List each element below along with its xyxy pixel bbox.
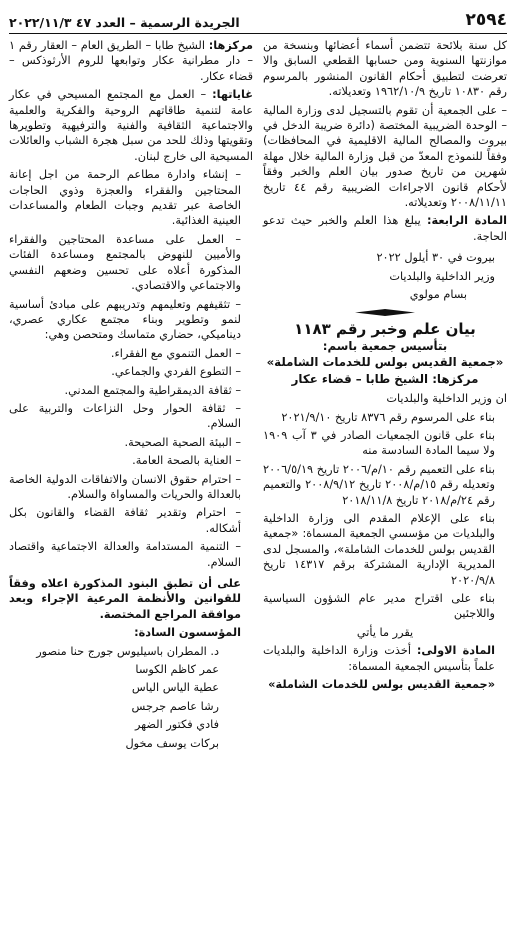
columns bbox=[9, 38, 507, 754]
article-text: يبلغ هذا العلم والخبر حيث تدعو الحاجة. bbox=[263, 214, 507, 243]
founders-label: المؤسسون السادة: bbox=[134, 626, 241, 640]
paragraph: بناء على التعميم رقم ١٠/م/٢٠٠٦ تاريخ ٢٠٠٦/٥/١٩ وتعديله رقم ١٥/م/٢٠٠٨ تاريخ ٢٠٠٨/٩/١٢ والتعميم رقم ٢٤/م/٢٠١٨ تاريخ ٢٠١٨/١١/٨ bbox=[263, 462, 495, 507]
association-hq: مركزها: الشيخ طابا – قضاء عكار bbox=[291, 371, 479, 386]
paragraph: كل سنة بلائحة تتضمن أسماء أعضائها وبنسخة من موازنتها السنوية ومن حسابها القطعي السابق والا تعرضت لتطبيق أحكام القانون المنشور بالمرسوم رقم ١٠٨٣٠ تاريخ ١٩٦٢/١٠/٩ وتعديلاته. bbox=[263, 39, 507, 99]
hq-label: مركزها: bbox=[208, 39, 253, 52]
right-column bbox=[263, 38, 507, 754]
goal-item: – إنشاء وادارة مطاعم الرحمة من اجل إعانة المحتاجين والفقراء والعجزة وذوي الحاجات الخاصة عبر تقديم وجبات الطعام والمساعدات العينية الغذائية. bbox=[9, 168, 241, 228]
article-text: أخذت وزارة الداخلية والبلديات علماً بتأسيس الجمعية المسماة: bbox=[263, 644, 495, 673]
minister-name: بسام مولوي bbox=[409, 288, 467, 302]
value-item: – العناية بالصحة العامة. bbox=[132, 454, 241, 468]
conditions-note: على أن تطبق البنود المذكورة اعلاه وفقاً للقوانين والأنظمة المرعية الإجراء وبعد موافقة المراجع المختصة. bbox=[9, 577, 241, 621]
hq-paragraph bbox=[9, 38, 253, 84]
paragraph: بناء على قانون الجمعيات الصادر في ٣ آب ١٩٠٩ ولا سيما المادة السادسة منه bbox=[263, 428, 495, 458]
statement-title: بيان علم وخبر رقم ١١٨٣ bbox=[294, 319, 476, 338]
statement-subtitle: بتأسيس جمعية باسم: bbox=[322, 338, 448, 353]
page-number: ٢٥٩٤ bbox=[465, 10, 507, 30]
association-name: «جمعية القديس بولس للخدمات الشاملة» bbox=[266, 355, 504, 370]
gazette-issue-info: الجريدة الرسمية – العدد ٤٧ ٢٠٢٢/١١/٣ bbox=[9, 15, 240, 30]
founder-name: د. المطران باسيليوس جورج حنا منصور bbox=[36, 644, 219, 658]
founder-name: عمر كاظم الكوسا bbox=[135, 663, 219, 677]
goals-paragraph bbox=[9, 87, 253, 164]
paragraph: بناء على اقتراح مدير عام الشؤون السياسية واللاجئين bbox=[263, 592, 495, 621]
paragraph: ان وزير الداخلية والبلديات bbox=[386, 392, 507, 406]
association-name-repeat: «جمعية القديس بولس للخدمات الشاملة» bbox=[268, 678, 495, 692]
value-item: – احترام حقوق الانسان والاتفاقات الدولية الخاصة بالعدالة والحريات والمساواة والسلام. bbox=[9, 472, 241, 501]
goal-item: – العمل على مساعدة المحتاجين والفقراء والأميين للنهوض بالمجتمع ومساعدة الفئات المذكورة أعلاه على تحسين وضعهم النفسي والاجتماعي والاقتصادي. bbox=[9, 232, 241, 293]
value-item: – احترام وتقدير ثقافة القضاء والقانون بكل أشكاله. bbox=[9, 506, 241, 535]
decides-line: يقرر ما يأتي bbox=[356, 625, 414, 639]
paragraph: بناء على الإعلام المقدم الى وزارة الداخلية والبلديات من مؤسسي الجمعية المسماة: «جمعية القديس بولس للخدمات الشاملة»، والمسجل لدى المديرية الإدارية المشتركة برقم ١٤٣١٧ تاريخ ٢٠٢٠/٩/٨ bbox=[263, 511, 495, 587]
minister-title: وزير الداخلية والبلديات bbox=[389, 269, 495, 283]
value-item: – ثقافة الديمقراطية والمجتمع المدني. bbox=[64, 383, 241, 397]
paragraph: – على الجمعية أن تقوم بالتسجيل لدى وزارة المالية – الوحدة الضريبية المختصة (دائرة ضريبة الدخل في بيروت والمصالح المالية الاقليمية في المحافظات) وفقاً للنموذج المعدّ من قبل وزارة المالية خلال مهلة شهرين من تاريخ صدور بيان العلم والخبر وفقاً لأحكام قانون الاجراءات الضريبية رقم ٤٤ تاريخ ٢٠٠٨/١١/١١ وتعديلاته. bbox=[263, 103, 507, 210]
founder-name: عطية الياس الياس bbox=[131, 681, 219, 695]
goals-label: غاياتها: bbox=[212, 88, 253, 102]
article-4 bbox=[263, 213, 507, 244]
paragraph: بناء على المرسوم رقم ٨٣٧٦ تاريخ ٢٠٢١/٩/١٠ bbox=[281, 410, 495, 424]
hq-text: الشيخ طابا – الطريق العام – العقار رقم ١ – دار مطرانية عكار وتوابعها للروم الأرثوذكس – قضاء عكار. bbox=[9, 39, 253, 83]
value-item: – التطوع الفردي والجماعي. bbox=[111, 365, 241, 379]
founder-name: رشا عاصم جرجس bbox=[131, 699, 219, 713]
value-item: – البيئة الصحية الصحيحة. bbox=[124, 435, 241, 449]
article-label: المادة الاولى: bbox=[416, 644, 496, 658]
header-rule bbox=[9, 33, 507, 34]
value-item: – ثقافة الحوار وحل النزاعات والتربية على السلام. bbox=[9, 401, 241, 431]
founder-name: بركات يوسف مخول bbox=[125, 736, 219, 750]
article-label: المادة الرابعة: bbox=[427, 214, 507, 228]
founder-name: فادي فكتور الضهر bbox=[134, 718, 219, 732]
article-1 bbox=[263, 643, 507, 674]
page-header bbox=[9, 6, 507, 30]
date-line: بيروت في ٣٠ أيلول ٢٠٢٢ bbox=[376, 251, 495, 265]
left-column bbox=[9, 38, 253, 754]
goals-text: – العمل مع المجتمع المسيحي في عكار عامة لتنمية طاقاتهم الروحية والفكرية والعلمية والاجتماعية الثقافية والفنية والترفيهية وتطويرها وتقويتها وذلك للحد من سبل هجرة الشباب والعائلات المسيحية الى خارج لبنان. bbox=[9, 88, 253, 163]
value-item: – التنمية المستدامة والعدالة الاجتماعية واقتصاد السلام. bbox=[9, 540, 241, 569]
goal-item: – تثقيفهم وتعليمهم وتدريبهم على مبادئ أساسية لنمو وتطوير وبناء مجتمع عكاري عصري، ديناميكي، حضاري متماسك ومتحصن وهي: bbox=[9, 297, 241, 342]
value-item: – العمل التنموي مع الفقراء. bbox=[110, 346, 241, 360]
section-divider bbox=[355, 309, 415, 316]
